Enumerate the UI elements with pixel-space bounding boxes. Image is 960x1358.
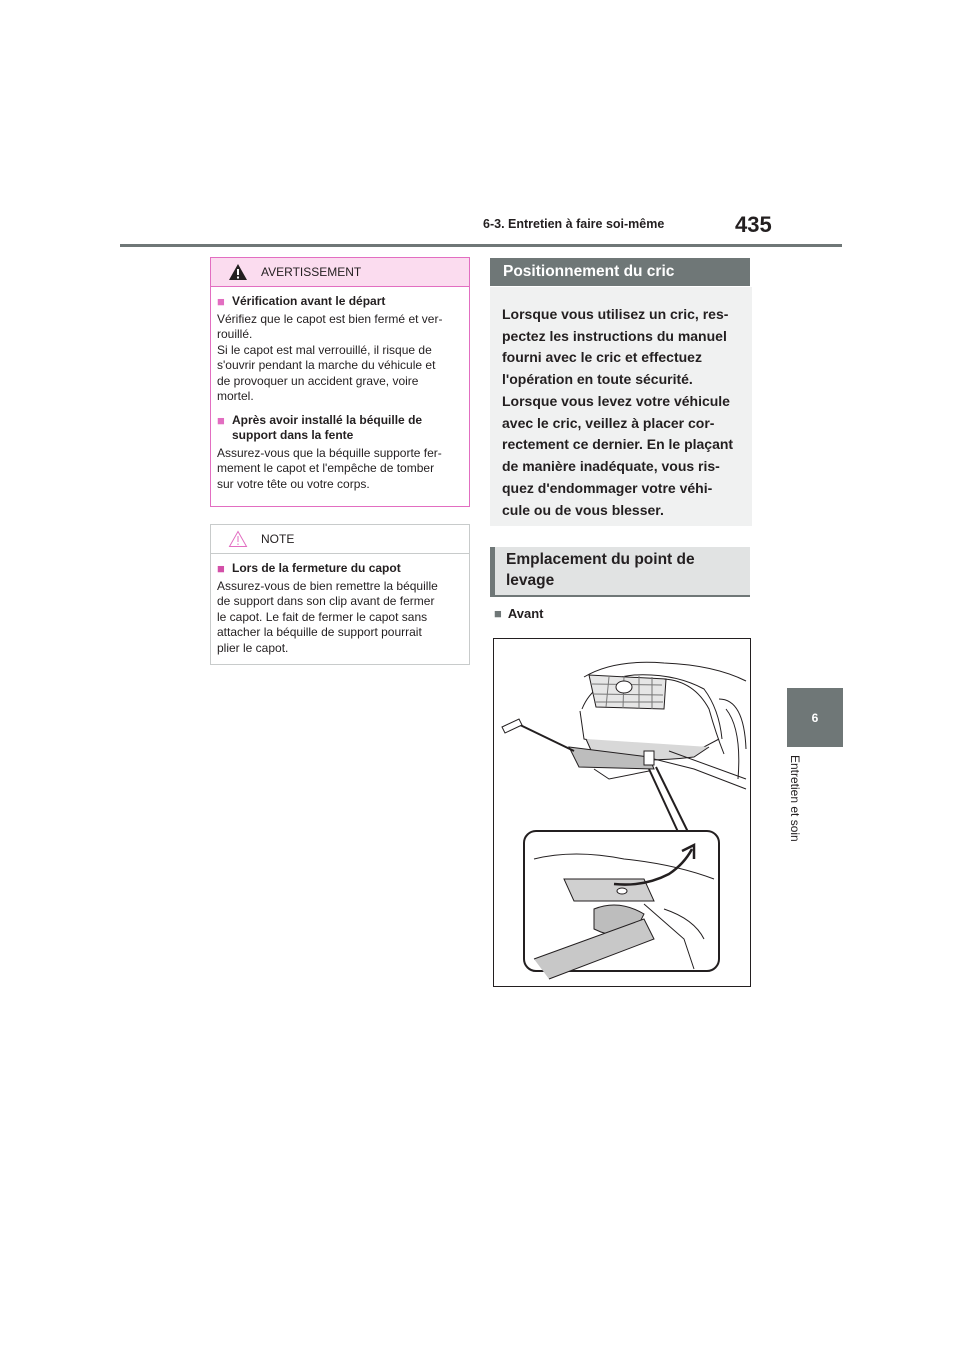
note-title: NOTE xyxy=(261,532,295,546)
warning-paragraph: Vérifiez que le capot est bien fermé et ver- rouillé. Si le capot est mal verrouillé, il risque de s'ouvrir pendant la marche du véhicule et de provoquer un accident grave, voire mortel. xyxy=(217,311,443,403)
note-paragraph: Assurez-vous de bien remettre la béquille de support dans son clip avant de fermer le capot. Le fait de fermer le capot sans attacher la béquille de support pourrait plier le capot. xyxy=(217,578,438,655)
chapter-label xyxy=(785,755,805,855)
square-bullet-icon: ■ xyxy=(217,561,225,576)
warning-paragraph: Assurez-vous que la béquille supporte fer- mement le capot et l'empêche de tomber sur votre tête ou votre corps. xyxy=(217,445,442,491)
chapter-tab[interactable] xyxy=(787,688,843,747)
chapter-label-text: Entretien et soin xyxy=(788,755,802,842)
jack-illustration xyxy=(493,638,751,987)
warning-triangle-icon xyxy=(228,263,248,281)
warning-subheading: ■ Après avoir installé la béquille de support dans la fente xyxy=(217,412,423,442)
jack-intro-box: Lorsque vous utilisez un cric, res- pectez les instructions du manuel fourni avec le cric et effectuez l'opération en toute sécurité. Lorsque vous levez votre véhicule avec le cric, veillez à placer cor- rectement ce dernier. En le plaçant de manière inadéquate, vous ris- quez d'endommager votre véhi- cule ou de vous blesser. xyxy=(490,287,752,526)
page-number: 435 xyxy=(735,212,772,237)
warning-title: AVERTISSEMENT xyxy=(261,265,362,279)
warning-header xyxy=(211,258,469,287)
note-subheading: ■ Lors de la fermeture du capot xyxy=(217,561,401,576)
warning-box xyxy=(210,257,470,507)
chapter-number: 6 xyxy=(811,710,819,725)
note-header xyxy=(211,525,469,554)
header-rule xyxy=(120,244,842,247)
note-body xyxy=(211,554,469,656)
note-box xyxy=(210,524,470,665)
lift-point-heading: Emplacement du point de levage xyxy=(490,547,750,597)
warning-subheading: ■ Vérification avant le départ xyxy=(217,294,386,309)
warning-body xyxy=(211,287,469,492)
front-subheading: ■ Avant xyxy=(494,606,544,621)
square-bullet-icon: ■ xyxy=(217,294,225,309)
square-bullet-icon: ■ xyxy=(494,606,502,621)
square-bullet-icon: ■ xyxy=(217,412,225,428)
caution-triangle-icon xyxy=(228,530,248,548)
jack-lift-point-diagram xyxy=(494,639,750,986)
jack-section-heading: Positionnement du cric xyxy=(490,258,750,286)
section-title: 6-3. Entretien à faire soi-même xyxy=(483,217,665,231)
